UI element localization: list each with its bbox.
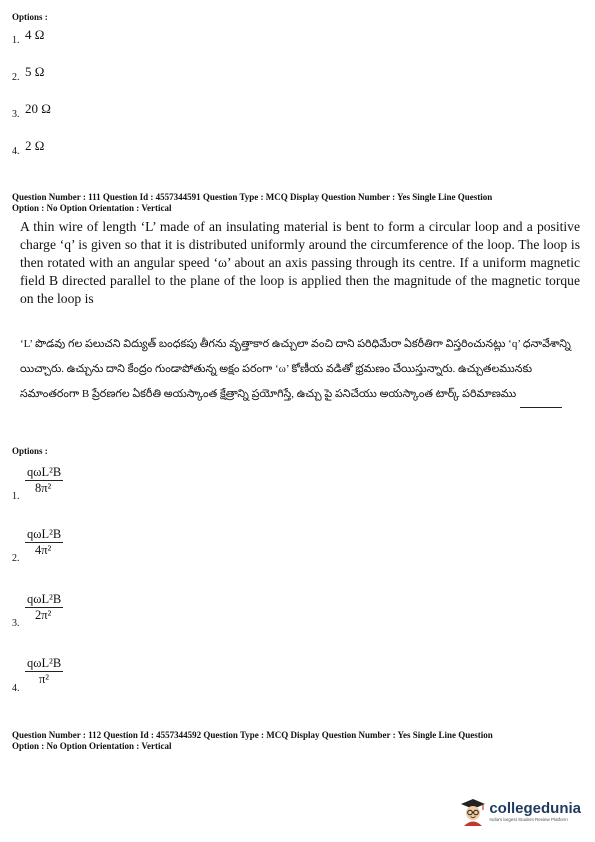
option-value: 4 Ω (25, 27, 45, 42)
fraction-denominator: 2π² (35, 608, 52, 622)
options-label: Options : (12, 446, 48, 456)
telugu-text: ‘L’ పొడవు గల పలుచని విద్యుత్ బంధకపు తీగను వృత్తాకార ఉచ్చులా వంచి దాని పరిధిమేరా ఏకరీతిగా విస్తరించునట్లు ‘q’ ధనావేశాన్ని యిచ్చారు. ఉచ్చును దాని కేంద్రం గుండాపోతున్న అక్షం పరంగా ‘ω’ కోణీయ వడితో భ్రమణం చేయిస్తున్నారు. ఉచ్చుతలమునకు సమాంతరంగా B ప్రేరణగల ఏకరీతి అయస్కాంత క్షేత్రాన్ని ప్రయోగిస్తే, ఉచ్చు పై పనిచేయు అయస్కాంత టార్క్ పరిమాణము (20, 338, 571, 400)
option-fraction (25, 592, 63, 623)
collegedunia-logo (460, 798, 581, 826)
question-meta (12, 192, 582, 213)
option-number: 3. (12, 618, 20, 629)
options-label: Options : (12, 12, 48, 22)
question-meta-line1: Question Number : 111 Question Id : 4557344591 Question Type : MCQ Display Question Number : Yes Single Line Question (12, 192, 493, 202)
option-fraction (25, 656, 63, 687)
option-number: 3. (12, 109, 20, 120)
fraction-denominator: 8π² (35, 481, 52, 495)
student-mascot-icon (460, 798, 486, 826)
question-meta (12, 730, 582, 751)
option-number: 1. (12, 35, 20, 46)
option-value: 5 Ω (25, 64, 45, 79)
fraction-numerator: qωL²B (27, 592, 62, 606)
option-fraction (25, 465, 63, 496)
fraction-numerator: qωL²B (27, 527, 62, 541)
question-meta-line2: Option : No Option Orientation : Vertical (12, 740, 172, 751)
logo-tagline: India's largest Student Review Platform (489, 817, 568, 822)
fraction-numerator: qωL²B (27, 656, 62, 670)
fraction-numerator: qωL²B (27, 465, 62, 479)
option-value: 2 Ω (25, 138, 45, 153)
option-number: 2. (12, 553, 20, 564)
option-number: 1. (12, 491, 20, 502)
question-meta-line1: Question Number : 112 Question Id : 4557344592 Question Type : MCQ Display Question Number : Yes Single Line Question (12, 730, 493, 740)
answer-blank (520, 382, 562, 408)
question-text-telugu (20, 332, 580, 408)
option-value: 20 Ω (25, 101, 51, 116)
option-number: 4. (12, 146, 20, 157)
option-fraction (25, 527, 63, 558)
fraction-denominator: 4π² (35, 543, 52, 557)
question-meta-line2: Option : No Option Orientation : Vertical (12, 202, 172, 213)
option-number: 4. (12, 683, 20, 694)
question-text-english: A thin wire of length ‘L’ made of an insulating material is bent to form a circular loop and a positive charge ‘q’ is given so that it is distributed uniformly around the circumference of the loop. The loop is then rotated with an angular speed ‘ω’ about an axis passing through its centre. If a uniform magnetic field B directed parallel to the plane of the loop is applied then the magnitude of the magnetic torque on the loop is (20, 219, 580, 306)
option-number: 2. (12, 72, 20, 83)
logo-name: collegedunia (489, 800, 581, 817)
fraction-denominator: π² (39, 672, 50, 686)
